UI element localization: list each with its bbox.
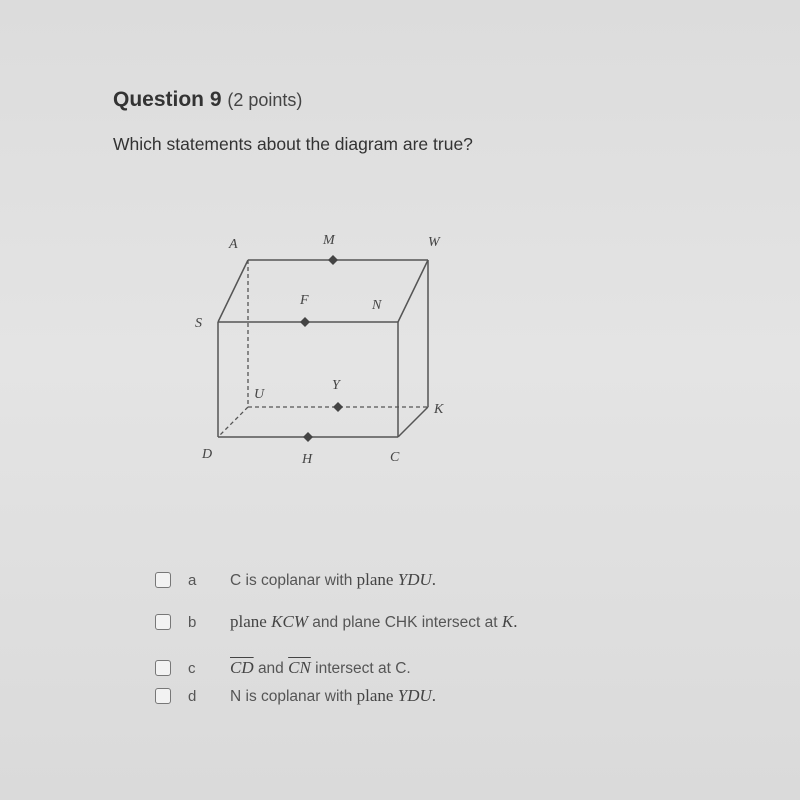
choice-c-part-2: and (257, 660, 284, 677)
box-diagram (190, 225, 470, 475)
question-prompt: Which statements about the diagram are true? (113, 134, 473, 154)
question-title: Question 9 (113, 88, 222, 111)
label-F: F (300, 293, 309, 308)
label-C: C (390, 450, 400, 465)
edge-CK (398, 407, 428, 437)
midpoint-dots (300, 255, 343, 442)
point-M (328, 255, 338, 265)
choice-d-part-1: N is coplanar with (230, 688, 353, 705)
question-header (113, 88, 302, 112)
choice-c-segment-CD: $\overline{CD}$ (230, 658, 254, 677)
label-S: S (195, 316, 202, 331)
edge-AS (218, 260, 248, 322)
choice-letter-a: a (188, 571, 197, 589)
label-A: A (229, 237, 238, 252)
checkbox-c[interactable] (155, 660, 171, 676)
choice-d-part-3: YDU (397, 686, 432, 705)
choice-b-part-5: K (501, 612, 514, 631)
label-H: H (302, 452, 313, 467)
edge-WN (398, 260, 428, 322)
choice-text-d (230, 686, 436, 706)
choice-letter-c: c (188, 659, 196, 677)
choice-letter-d: d (188, 687, 197, 705)
checkbox-d[interactable] (155, 688, 171, 704)
choice-b-part-2: KCW (271, 612, 308, 631)
label-U: U (254, 387, 265, 402)
checkbox-b[interactable] (155, 614, 171, 630)
choice-a-part-1: C is coplanar with (230, 572, 353, 589)
choice-a-part-3: YDU (397, 570, 432, 589)
checkbox-a[interactable] (155, 572, 171, 588)
label-D: D (202, 447, 213, 462)
point-Y (333, 402, 343, 412)
label-N: N (372, 298, 382, 313)
choice-text-a (230, 570, 436, 590)
choice-b-part-6: . (513, 612, 518, 631)
point-H (303, 432, 313, 442)
choice-b-part-1: plane (230, 612, 267, 631)
choice-c-part-4: intersect at C. (315, 660, 411, 677)
choice-d-part-4: . (431, 686, 437, 705)
choice-a-part-4: . (431, 570, 437, 589)
choice-text-c (230, 658, 411, 678)
choice-d-part-2: plane (356, 686, 394, 705)
solid-edges (218, 260, 428, 437)
label-M: M (323, 233, 335, 248)
choice-b-part-3: and plane (312, 614, 381, 631)
hidden-edges (218, 260, 428, 437)
choice-text-b (230, 612, 517, 632)
edge-UD (218, 407, 248, 437)
choice-a-part-2: plane (356, 570, 394, 589)
label-K: K (434, 402, 444, 417)
question-points: (2 points) (227, 90, 303, 110)
label-W: W (428, 235, 440, 250)
label-Y: Y (332, 378, 340, 393)
choice-letter-b: b (188, 613, 197, 631)
choice-b-part-4: CHK intersect at (384, 614, 498, 631)
point-F (300, 317, 310, 327)
top-strip (0, 0, 800, 8)
choice-c-segment-CN: $\overline{CN}$ (288, 658, 311, 677)
